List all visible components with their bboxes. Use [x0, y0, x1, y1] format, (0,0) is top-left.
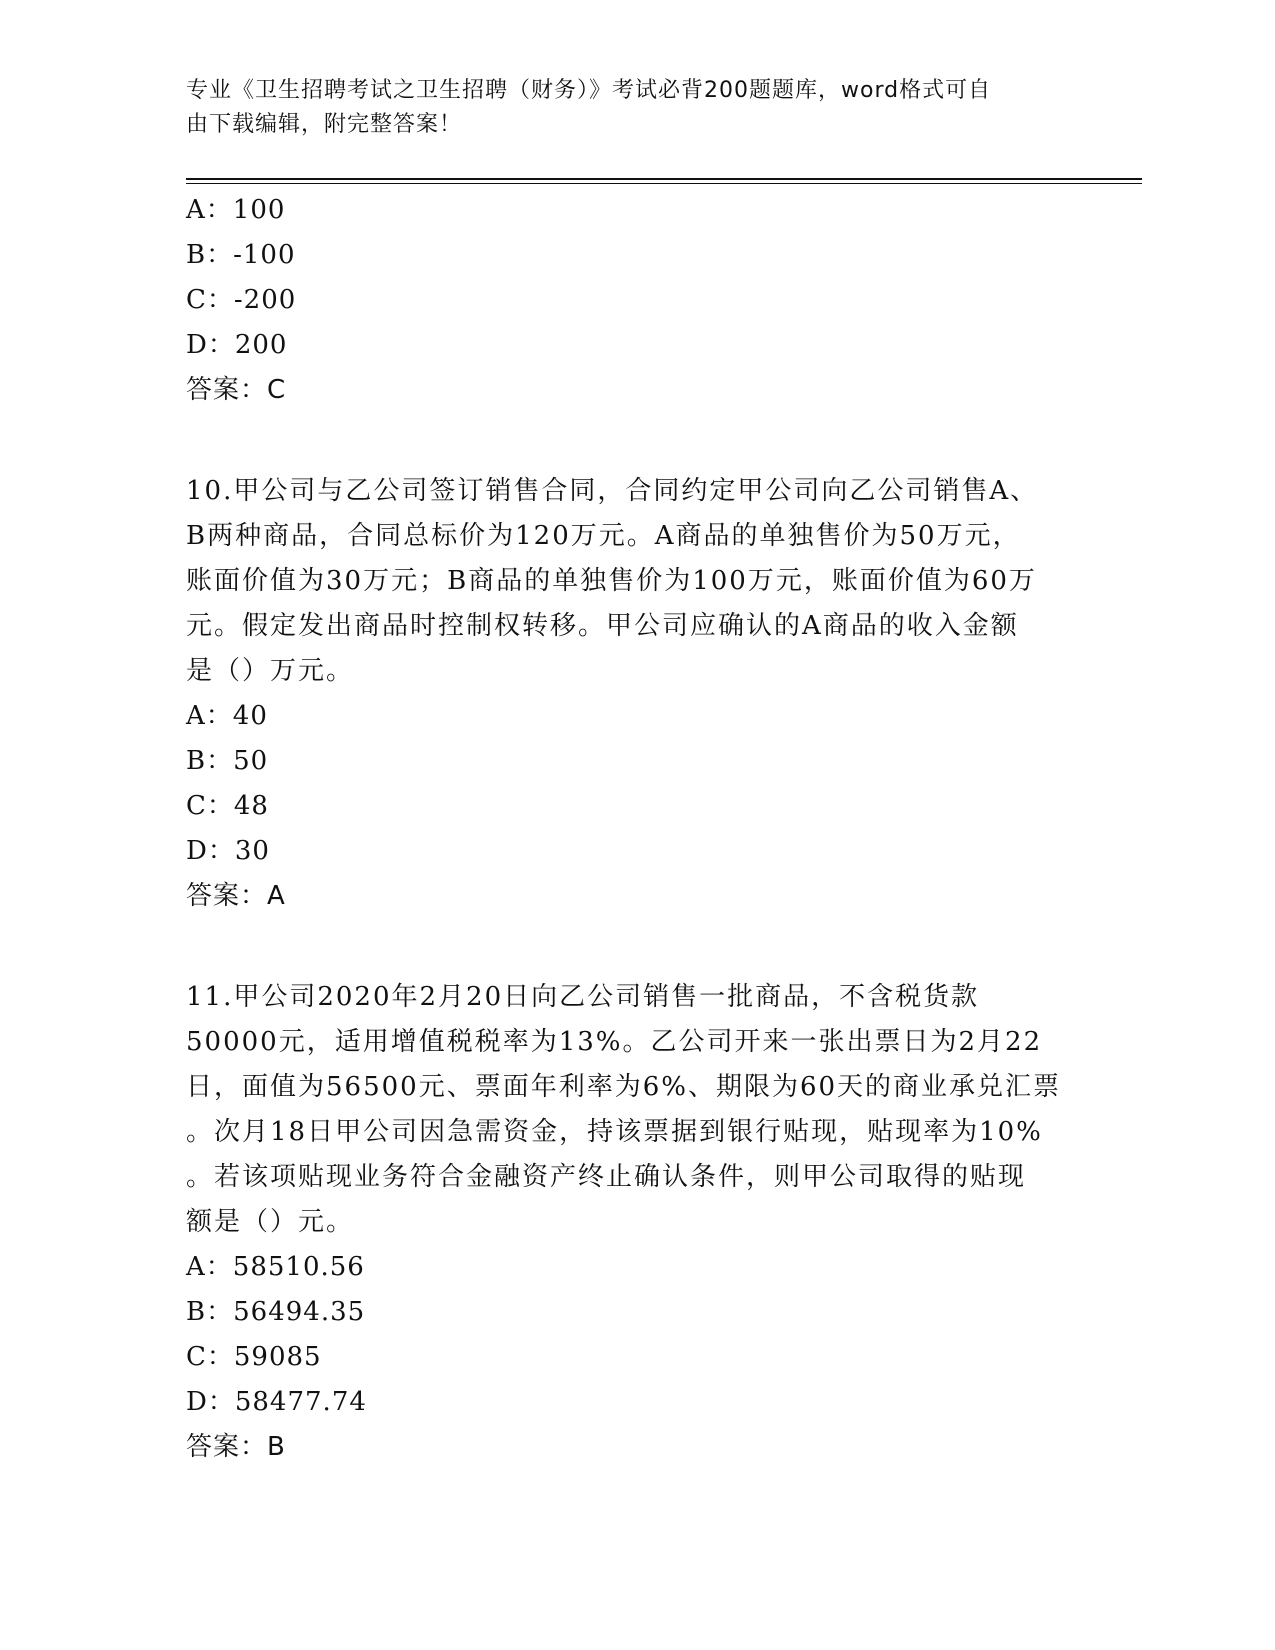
option-a: A：100: [186, 195, 286, 225]
question-9: [186, 188, 1086, 413]
document-header: [186, 74, 1066, 142]
stem-line: 。次月18日甲公司因急需资金，持该票据到银行贴现，贴现率为10%: [186, 1117, 1043, 1147]
stem-line: 额是（）元。: [186, 1207, 355, 1237]
answer-text: 答案：A: [186, 881, 286, 911]
option-b: B：-100: [186, 240, 296, 270]
question-10: [186, 469, 1086, 919]
question-11: [186, 975, 1086, 1470]
option-c: C：-200: [186, 285, 297, 315]
question-stem: [186, 975, 1086, 1245]
header-rule-thick: [186, 178, 1142, 180]
option-b: B：56494.35: [186, 1297, 366, 1327]
stem-line: B两种商品，合同总标价为120万元。A商品的单独售价为50万元，: [186, 521, 1021, 551]
option-a: A：58510.56: [186, 1252, 365, 1282]
option-d: D：200: [186, 330, 288, 360]
option-c: C：59085: [186, 1342, 322, 1372]
header-rule-thin: [186, 183, 1142, 184]
stem-line: 10.甲公司与乙公司签订销售合同，合同约定甲公司向乙公司销售A、: [186, 476, 1039, 506]
header-line-1: 专业《卫生招聘考试之卫生招聘（财务）》考试必背200题题库，word格式可自: [186, 78, 992, 103]
option-c: C：48: [186, 791, 269, 821]
option-d: D：58477.74: [186, 1387, 367, 1417]
stem-line: 账面价值为30万元；B商品的单独售价为100万元，账面价值为60万: [186, 566, 1037, 596]
stem-line: 50000元，适用增值税税率为13%。乙公司开来一张出票日为2月22: [186, 1027, 1043, 1057]
question-list: [186, 188, 1086, 1470]
stem-line: 日，面值为56500元、票面年利率为6%、期限为60天的商业承兑汇票: [186, 1072, 1062, 1102]
option-b: B：50: [186, 746, 269, 776]
stem-line: 是（）万元。: [186, 656, 355, 686]
question-stem: [186, 469, 1086, 694]
header-line-2: 由下载编辑，附完整答案！: [186, 112, 463, 137]
option-a: A：40: [186, 701, 268, 731]
answer-text: 答案：C: [186, 375, 287, 405]
stem-line: 11.甲公司2020年2月20日向乙公司销售一批商品，不含税货款: [186, 982, 980, 1012]
option-d: D：30: [186, 836, 270, 866]
answer-text: 答案：B: [186, 1432, 286, 1462]
stem-line: 元。假定发出商品时控制权转移。甲公司应确认的A商品的收入金额: [186, 611, 1019, 641]
stem-line: 。若该项贴现业务符合金融资产终止确认条件，则甲公司取得的贴现: [186, 1162, 1027, 1192]
